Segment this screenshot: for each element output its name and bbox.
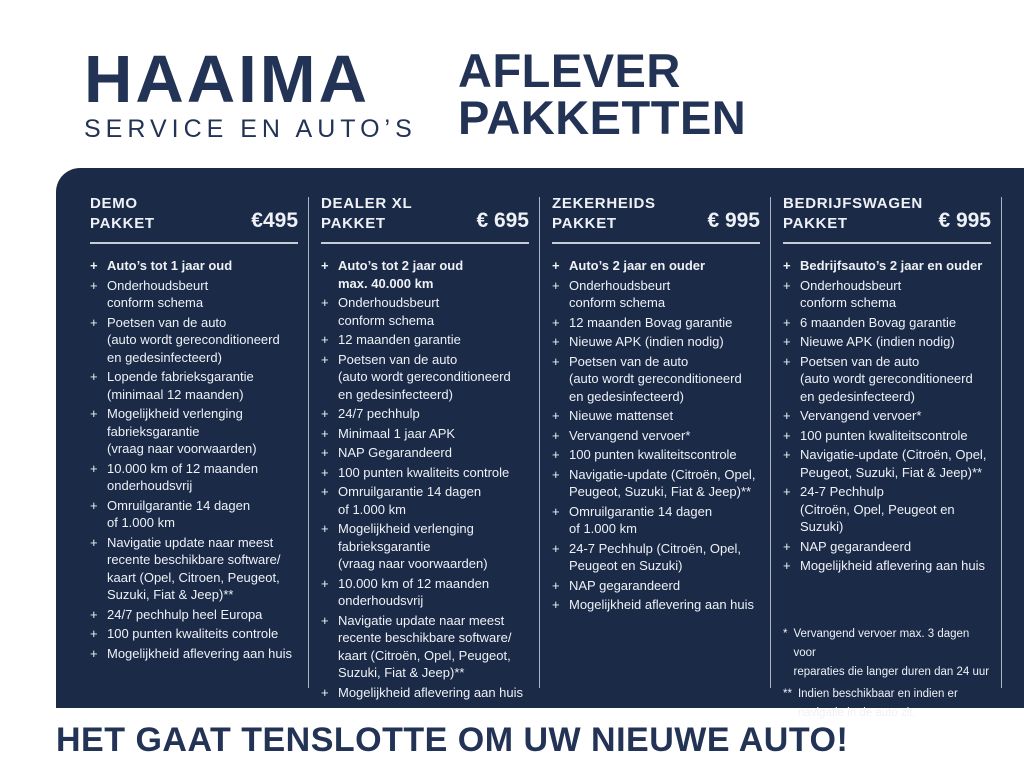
feature-text xyxy=(107,625,278,643)
plus-bullet-icon: + xyxy=(90,497,98,513)
feature-line: 12 maanden Bovag garantie xyxy=(569,314,733,330)
feature-line: (auto wordt gereconditioneerd xyxy=(338,369,511,384)
feature-text xyxy=(338,612,511,682)
package-feature-item xyxy=(552,427,760,445)
feature-text xyxy=(338,483,481,518)
plus-bullet-icon: + xyxy=(90,460,98,476)
feature-line: Onderhoudsbeurt xyxy=(569,277,671,293)
feature-line: 10.000 km of 12 maanden xyxy=(338,575,490,591)
feature-line: Mogelijkheid aflevering aan huis xyxy=(569,597,755,612)
plus-bullet-icon: + xyxy=(321,332,329,347)
feature-text xyxy=(569,503,712,538)
plus-bullet-icon: + xyxy=(783,334,791,349)
package-feature-item xyxy=(552,596,760,614)
feature-line: Vervangend vervoer* xyxy=(569,427,691,443)
column-divider xyxy=(308,197,309,688)
feature-line: en gedesinfecteerd) xyxy=(338,386,453,402)
feature-line: 24/7 pechhulp xyxy=(338,406,420,421)
package-name xyxy=(90,194,155,233)
footnotes xyxy=(783,625,991,723)
feature-text xyxy=(338,684,523,702)
feature-line: Poetsen van de auto xyxy=(569,353,689,369)
footnote-line: reparaties die langer duren dan 24 uur xyxy=(793,665,990,678)
feature-text xyxy=(338,425,455,443)
feature-text xyxy=(800,407,921,425)
feature-text xyxy=(800,314,956,332)
feature-line: fabrieksgarantie xyxy=(338,538,431,554)
plus-bullet-icon: + xyxy=(90,258,98,273)
feature-line: NAP Gegarandeerd xyxy=(338,445,452,460)
feature-line: of 1.000 km xyxy=(338,501,406,517)
feature-line: conform schema xyxy=(338,312,435,328)
footnote-line: navigatie in de auto zit. xyxy=(797,706,916,719)
plus-bullet-icon: + xyxy=(783,314,791,330)
plus-bullet-icon: + xyxy=(321,351,329,367)
feature-text xyxy=(338,294,439,329)
feature-line: Nieuwe mattenset xyxy=(569,408,674,423)
feature-line: (vraag naar voorwaarden) xyxy=(338,556,488,571)
package-feature-item xyxy=(321,405,529,423)
package-feature-item xyxy=(321,575,529,610)
package-feature-item xyxy=(90,405,298,458)
feature-line: (auto wordt gereconditioneerd xyxy=(107,332,280,347)
package-feature-item xyxy=(321,444,529,462)
package-price: € 995 xyxy=(938,209,991,232)
feature-line: Lopende fabrieksgarantie xyxy=(107,369,254,384)
package-feature-item xyxy=(783,314,991,332)
plus-bullet-icon: + xyxy=(783,277,791,293)
feature-line: Suzuki, Fiat & Jeep)** xyxy=(338,665,465,680)
feature-line: (vraag naar voorwaarden) xyxy=(107,441,257,456)
feature-line: (auto wordt gereconditioneerd xyxy=(800,371,973,386)
footer-slogan: HET GAAT TENSLOTTE OM UW NIEUWE AUTO! xyxy=(56,721,849,759)
package-header xyxy=(552,194,760,233)
feature-text xyxy=(800,257,982,275)
feature-line: 24-7 Pechhulp xyxy=(800,484,884,499)
feature-line: Peugeot, Suzuki, Fiat & Jeep)** xyxy=(800,464,983,480)
package-feature-item xyxy=(90,606,298,624)
feature-line: Auto’s 2 jaar en ouder xyxy=(569,258,706,273)
footnote-line: Indien beschikbaar en indien er xyxy=(797,687,958,700)
feature-line: Navigatie-update (Citroën, Opel, xyxy=(800,447,987,462)
plus-bullet-icon: + xyxy=(783,353,791,369)
plus-bullet-icon: + xyxy=(321,521,329,536)
package-name-line2: PAKKET xyxy=(783,214,848,232)
package-feature-item xyxy=(321,425,529,443)
package-feature-item xyxy=(90,368,298,403)
package-feature-item xyxy=(321,520,529,573)
feature-line: Poetsen van de auto xyxy=(338,351,458,367)
feature-line: max. 40.000 km xyxy=(338,275,434,291)
feature-line: 100 punten kwaliteitscontrole xyxy=(569,447,737,462)
feature-text xyxy=(569,427,690,445)
package-feature-item xyxy=(552,540,760,575)
package-feature-item xyxy=(783,277,991,312)
plus-bullet-icon: + xyxy=(552,258,560,273)
feature-text xyxy=(569,277,670,312)
package-feature-item xyxy=(90,460,298,495)
package-feature-item xyxy=(552,353,760,406)
package-name xyxy=(321,194,412,233)
feature-text xyxy=(569,407,673,425)
package-feature-item xyxy=(90,497,298,532)
footnote-marker: * xyxy=(783,627,788,640)
package-feature-item xyxy=(783,557,991,575)
feature-line: 10.000 km of 12 maanden xyxy=(107,460,259,476)
plus-bullet-icon: + xyxy=(90,314,98,330)
feature-text xyxy=(800,538,911,556)
feature-line: Omruilgarantie 14 dagen xyxy=(107,497,251,513)
package-feature-item xyxy=(321,612,529,682)
package-column-demo xyxy=(90,194,308,708)
feature-line: Nieuwe APK (indien nodig) xyxy=(800,334,955,349)
package-feature-item xyxy=(321,331,529,349)
feature-line: Auto’s tot 1 jaar oud xyxy=(107,258,233,273)
feature-text xyxy=(338,331,461,349)
feature-line: Mogelijkheid aflevering aan huis xyxy=(800,558,986,573)
package-name xyxy=(783,194,923,233)
package-name-line1: ZEKERHEIDS xyxy=(552,195,656,212)
feature-line: NAP gegarandeerd xyxy=(800,538,912,554)
package-feature-item xyxy=(783,538,991,556)
package-price: € 995 xyxy=(707,209,760,232)
package-feature-item xyxy=(552,407,760,425)
feature-text xyxy=(569,333,724,351)
package-feature-item xyxy=(783,427,991,445)
feature-text xyxy=(107,405,257,458)
column-divider xyxy=(1001,197,1002,688)
feature-text xyxy=(800,557,985,575)
plus-bullet-icon: + xyxy=(321,445,329,460)
feature-line: of 1.000 km xyxy=(569,521,637,536)
plus-bullet-icon: + xyxy=(321,425,329,441)
package-price: € 695 xyxy=(476,209,529,232)
feature-line: Navigatie-update (Citroën, Opel, xyxy=(569,466,756,482)
feature-text xyxy=(107,368,254,403)
feature-text xyxy=(338,464,509,482)
feature-line: conform schema xyxy=(800,295,897,310)
plus-bullet-icon: + xyxy=(783,258,791,273)
package-feature-item xyxy=(321,294,529,329)
package-feature-item xyxy=(321,464,529,482)
plus-bullet-icon: + xyxy=(552,447,560,462)
package-name-line2: PAKKET xyxy=(90,214,155,232)
package-feature-item xyxy=(90,314,298,367)
plus-bullet-icon: + xyxy=(783,558,791,573)
feature-line: onderhoudsvrij xyxy=(107,478,193,493)
feature-line: 24-7 Pechhulp (Citroën, Opel, xyxy=(569,540,741,556)
package-feature-item xyxy=(90,645,298,663)
plus-bullet-icon: + xyxy=(90,277,98,293)
package-feature-item xyxy=(90,534,298,604)
feature-text xyxy=(338,405,420,423)
footnote-marker: ** xyxy=(783,687,792,700)
plus-bullet-icon: + xyxy=(552,466,560,482)
feature-line: Vervangend vervoer* xyxy=(800,408,922,423)
package-header xyxy=(321,194,529,233)
plus-bullet-icon: + xyxy=(90,369,98,384)
feature-line: Minimaal 1 jaar APK xyxy=(338,425,456,441)
feature-text xyxy=(569,577,680,595)
plus-bullet-icon: + xyxy=(321,258,329,273)
feature-line: Bedrijfsauto’s 2 jaar en ouder xyxy=(800,258,983,273)
feature-line: recente beschikbare software/ xyxy=(338,630,512,645)
plus-bullet-icon: + xyxy=(552,334,560,349)
plus-bullet-icon: + xyxy=(321,295,329,310)
feature-line: Onderhoudsbeurt xyxy=(338,295,440,310)
brand-name: HAAIMA xyxy=(84,42,370,117)
package-feature-item xyxy=(90,257,298,275)
feature-text xyxy=(107,277,208,312)
feature-text xyxy=(800,277,901,312)
package-header-rule xyxy=(90,242,298,244)
package-name-line1: DEMO xyxy=(90,195,138,212)
feature-line: Navigatie update naar meest xyxy=(107,534,274,550)
column-divider xyxy=(539,197,540,688)
package-header-rule xyxy=(321,242,529,244)
feature-line: 12 maanden garantie xyxy=(338,332,461,347)
package-feature-item xyxy=(321,684,529,702)
plus-bullet-icon: + xyxy=(552,408,560,423)
feature-line: Peugeot en Suzuki) xyxy=(569,558,683,573)
feature-text xyxy=(338,257,463,292)
feature-line: en gedesinfecteerd) xyxy=(569,388,684,404)
package-feature-item xyxy=(90,277,298,312)
column-divider xyxy=(770,197,771,688)
plus-bullet-icon: + xyxy=(552,540,560,556)
brand-logo xyxy=(84,42,417,144)
feature-line: Onderhoudsbeurt xyxy=(107,277,209,293)
package-column-bedrijfswagen xyxy=(783,194,1001,719)
plus-bullet-icon: + xyxy=(90,626,98,641)
plus-bullet-icon: + xyxy=(552,353,560,369)
package-feature-item xyxy=(552,503,760,538)
brand-tagline: SERVICE EN AUTO’S xyxy=(84,114,417,143)
plus-bullet-icon: + xyxy=(552,277,560,293)
feature-line: Omruilgarantie 14 dagen xyxy=(569,503,713,519)
plus-bullet-icon: + xyxy=(552,597,560,612)
feature-text xyxy=(107,460,258,495)
plus-bullet-icon: + xyxy=(90,534,98,550)
feature-text xyxy=(338,520,488,573)
feature-text xyxy=(338,575,489,610)
feature-line: Mogelijkheid aflevering aan huis xyxy=(107,645,293,661)
package-feature-item xyxy=(783,333,991,351)
feature-text xyxy=(800,446,986,481)
plus-bullet-icon: + xyxy=(321,484,329,499)
feature-line: kaart (Citroën, Opel, Peugeot, xyxy=(338,647,511,663)
feature-text xyxy=(569,466,755,501)
plus-bullet-icon: + xyxy=(783,447,791,462)
feature-line: Omruilgarantie 14 dagen xyxy=(338,484,482,499)
feature-line: 100 punten kwaliteits controle xyxy=(107,626,279,641)
feature-line: of 1.000 km xyxy=(107,515,175,530)
feature-text xyxy=(569,353,742,406)
package-header xyxy=(90,194,298,233)
feature-text xyxy=(107,534,280,604)
feature-line: 24/7 pechhulp heel Europa xyxy=(107,606,263,622)
package-feature-item xyxy=(783,446,991,481)
feature-line: (minimaal 12 maanden) xyxy=(107,386,244,402)
page-title-line2: PAKKETTEN xyxy=(458,91,747,144)
package-feature-item xyxy=(783,257,991,275)
feature-line: Mogelijkheid verlenging xyxy=(107,406,243,421)
feature-text xyxy=(338,351,511,404)
feature-line: 6 maanden Bovag garantie xyxy=(800,314,957,330)
plus-bullet-icon: + xyxy=(90,406,98,421)
feature-line: conform schema xyxy=(569,295,666,310)
package-feature-item xyxy=(321,351,529,404)
package-feature-item xyxy=(321,483,529,518)
plus-bullet-icon: + xyxy=(783,427,791,443)
feature-text xyxy=(569,446,737,464)
feature-text xyxy=(800,483,991,536)
feature-text xyxy=(569,540,741,575)
package-feature-item xyxy=(90,625,298,643)
package-name-line1: DEALER XL xyxy=(321,195,413,212)
feature-line: 100 punten kwaliteits controle xyxy=(338,464,510,480)
feature-text xyxy=(569,596,754,614)
feature-line: Poetsen van de auto xyxy=(800,353,920,369)
feature-line: Nieuwe APK (indien nodig) xyxy=(569,334,724,349)
package-feature-item xyxy=(552,314,760,332)
feature-line: Poetsen van de auto xyxy=(107,314,227,330)
plus-bullet-icon: + xyxy=(552,427,560,443)
feature-line: conform schema xyxy=(107,295,204,310)
package-column-dealer-xl xyxy=(321,194,539,708)
feature-text xyxy=(107,497,250,532)
footnote-text xyxy=(798,685,958,723)
package-feature-item xyxy=(552,577,760,595)
feature-line: kaart (Opel, Citroen, Peugeot, xyxy=(107,569,280,585)
feature-line: Mogelijkheid verlenging xyxy=(338,521,474,536)
package-name-line1: BEDRIJFSWAGEN xyxy=(783,195,923,212)
feature-text xyxy=(107,606,262,624)
feature-text xyxy=(569,314,732,332)
package-header xyxy=(783,194,991,233)
package-name xyxy=(552,194,656,233)
page-title-line1: AFLEVER xyxy=(458,44,681,97)
feature-text xyxy=(338,444,452,462)
package-column-zekerheids xyxy=(552,194,770,708)
package-header-rule xyxy=(783,242,991,244)
plus-bullet-icon: + xyxy=(552,314,560,330)
feature-line: Mogelijkheid aflevering aan huis xyxy=(338,684,524,700)
feature-line: NAP gegarandeerd xyxy=(569,577,681,593)
plus-bullet-icon: + xyxy=(321,612,329,628)
footnote-text xyxy=(793,625,991,682)
feature-line: 100 punten kwaliteitscontrole xyxy=(800,427,968,443)
feature-line: fabrieksgarantie xyxy=(107,423,200,439)
package-feature-item xyxy=(552,257,760,275)
plus-bullet-icon: + xyxy=(321,575,329,591)
feature-line: (Citroën, Opel, Peugeot en Suzuki) xyxy=(800,501,955,534)
plus-bullet-icon: + xyxy=(321,464,329,480)
feature-text xyxy=(107,645,292,663)
package-feature-item xyxy=(552,333,760,351)
feature-text xyxy=(800,427,968,445)
feature-text xyxy=(569,257,705,275)
plus-bullet-icon: + xyxy=(552,503,560,519)
plus-bullet-icon: + xyxy=(783,538,791,554)
plus-bullet-icon: + xyxy=(90,645,98,661)
plus-bullet-icon: + xyxy=(552,577,560,593)
feature-line: Onderhoudsbeurt xyxy=(800,277,902,293)
footnote xyxy=(783,685,991,723)
feature-line: Suzuki, Fiat & Jeep)** xyxy=(107,587,234,602)
page-title xyxy=(458,44,747,144)
feature-line: Auto’s tot 2 jaar oud xyxy=(338,258,464,273)
feature-text xyxy=(800,333,955,351)
feature-line: en gedesinfecteerd) xyxy=(107,349,222,365)
package-header-rule xyxy=(552,242,760,244)
package-feature-item xyxy=(321,257,529,292)
package-feature-item xyxy=(783,483,991,536)
feature-line: en gedesinfecteerd) xyxy=(800,388,915,404)
package-feature-item xyxy=(552,466,760,501)
feature-line: onderhoudsvrij xyxy=(338,593,424,608)
feature-line: Navigatie update naar meest xyxy=(338,612,505,628)
package-feature-item xyxy=(783,353,991,406)
plus-bullet-icon: + xyxy=(321,684,329,700)
plus-bullet-icon: + xyxy=(783,408,791,423)
footnote-line: Vervangend vervoer max. 3 dagen voor xyxy=(793,627,970,659)
plus-bullet-icon: + xyxy=(783,484,791,499)
package-name-line2: PAKKET xyxy=(321,214,386,232)
package-feature-item xyxy=(552,277,760,312)
package-price: €495 xyxy=(251,209,298,232)
footnote xyxy=(783,625,991,682)
package-feature-item xyxy=(783,407,991,425)
feature-text xyxy=(107,314,280,367)
plus-bullet-icon: + xyxy=(90,606,98,622)
package-feature-item xyxy=(552,446,760,464)
package-name-line2: PAKKET xyxy=(552,214,617,232)
packages-panel xyxy=(56,168,1024,719)
feature-line: recente beschikbare software/ xyxy=(107,552,281,567)
feature-line: Peugeot, Suzuki, Fiat & Jeep)** xyxy=(569,484,752,499)
plus-bullet-icon: + xyxy=(321,406,329,421)
feature-text xyxy=(107,257,232,275)
feature-line: (auto wordt gereconditioneerd xyxy=(569,371,742,386)
feature-text xyxy=(800,353,973,406)
